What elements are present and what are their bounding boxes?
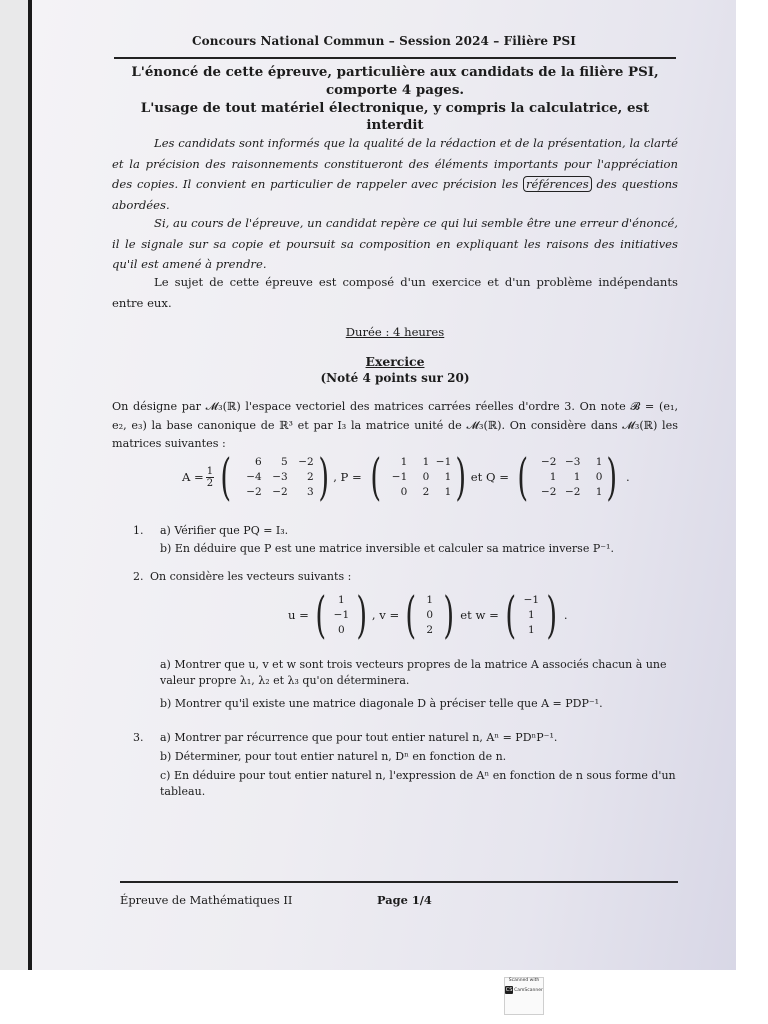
question-2a: a) Montrer que u, v et w sont trois vecteurs propres de la matrice A associés chacun à une valeur propre λ₁, λ₂ et λ₃ qu'on déterminera. — [160, 658, 667, 687]
matrix-q-entry: −2 — [564, 486, 581, 498]
matrix-parenthesis: ( — [405, 586, 417, 644]
camscanner-logo-icon: CS — [505, 987, 513, 993]
matrix-p-entry: 1 — [444, 486, 452, 498]
footer-page-number: Page 1/4 — [377, 893, 432, 907]
matrix-q-entry: 1 — [595, 456, 603, 468]
duration-text: Durée : 4 heures — [345, 325, 445, 339]
matrix-q-entry: −3 — [564, 456, 581, 468]
vector-w-entry: 1 — [527, 624, 535, 636]
vector-v — [401, 586, 458, 644]
camscanner-badge — [504, 977, 544, 1015]
vectors-definition: u = ( 1 −1 0 ) , v = ( 1 0 2 ) et w = ( −1 1 1 ) . — [288, 586, 568, 644]
exercise-title: Exercice — [365, 354, 425, 369]
vector-v-label: , v = — [371, 608, 400, 622]
matrix-parenthesis: ) — [443, 586, 454, 644]
matrix-q — [513, 448, 622, 506]
question-3c: c) En déduire pour tout entier naturel n, l'expression de Aⁿ en fonction de n sous forme d'un tableau. — [160, 769, 676, 798]
matrix-a — [216, 448, 333, 506]
scan-left-margin — [0, 0, 30, 970]
instructions-text-b: des questions abordées. — [112, 177, 679, 212]
question-3b: b) Déterminer, pour tout entier naturel n, Dⁿ en fonction de n. — [160, 750, 507, 763]
matrix-parenthesis: ) — [606, 448, 618, 506]
duration — [112, 325, 678, 339]
matrix-a-entry: 5 — [280, 456, 288, 468]
matrix-p-entry: 1 — [444, 471, 452, 483]
matrix-parenthesis: ) — [546, 586, 558, 644]
page-header: Concours National Commun – Session 2024 – Filière PSI — [191, 34, 576, 48]
matrix-a-entry: 3 — [306, 486, 314, 498]
matrix-p-entry: −1 — [391, 471, 408, 483]
matrix-a-entry: −2 — [246, 486, 262, 498]
matrix-a-entry: −2 — [298, 456, 314, 468]
question-1-number: 1. — [133, 524, 144, 537]
vector-w-entry: 1 — [527, 609, 535, 621]
matrix-parenthesis: ) — [318, 448, 329, 506]
matrix-parenthesis: ) — [356, 586, 368, 644]
matrix-parenthesis: ( — [505, 586, 516, 644]
exercise-statement: On désigne par 𝓜₃(ℝ) l'espace vectoriel des matrices carrées réelles d'ordre 3. On note 𝓑 = (e₁, e₂, e₃) la base canonique de ℝ³ et par I₃ la matrice unité de 𝓜₃(ℝ). On considère dans 𝓜₃(ℝ) les matrices suivantes : — [112, 400, 678, 450]
vector-u-label: u = — [288, 608, 309, 622]
matrix-q-entry: 1 — [573, 471, 581, 483]
matrix-p-entry: −1 — [435, 456, 452, 468]
error-paragraph: Si, au cours de l'épreuve, un candidat repère ce qui lui semble être une erreur d'énoncé, il le signale sur sa copie et poursuit sa composition en expliquant les raisons des initiatives qu'il est amené à prendre. — [112, 216, 678, 272]
intro-line-3: L'usage de tout matériel électronique, y compris la calculatrice, est interdit — [140, 100, 650, 133]
camscanner-brand: CamScanner — [514, 987, 543, 993]
vector-u-entry: 1 — [338, 594, 345, 606]
matrix-a-entry: 6 — [254, 456, 262, 468]
matrix-a-entry: −2 — [272, 486, 288, 498]
matrix-a-label: A = — [182, 470, 204, 484]
matrix-a-entry: −4 — [246, 471, 262, 483]
matrix-a-fraction: $\frac{1}{2}$ — [206, 465, 214, 489]
matrix-p-entry: 0 — [422, 471, 430, 483]
matrix-q-entry: −2 — [540, 456, 557, 468]
vector-v-entry: 1 — [426, 594, 434, 606]
question-2b: b) Montrer qu'il existe une matrice diagonale D à préciser telle que A = PDP⁻¹. — [160, 697, 603, 710]
matrix-p — [366, 448, 471, 506]
scan-right-margin — [736, 0, 768, 970]
matrix-q-entry: 1 — [549, 471, 557, 483]
matrix-a-entry: 2 — [306, 471, 314, 483]
instructions-paragraph — [112, 133, 678, 215]
vector-w-label: et w = — [460, 608, 499, 622]
vector-v-entry: 2 — [426, 624, 434, 636]
exercise-points: (Noté 4 points sur 20) — [320, 371, 470, 385]
matrix-p-entry: 0 — [400, 486, 408, 498]
matrix-q-entry: −2 — [540, 486, 557, 498]
question-3-number: 3. — [133, 731, 144, 744]
matrix-parenthesis: ( — [315, 586, 326, 644]
question-3a: a) Montrer par récurrence que pour tout entier naturel n, Aⁿ = PDⁿP⁻¹. — [160, 731, 558, 744]
footer-rule — [120, 881, 678, 883]
matrix-parenthesis: ( — [220, 448, 232, 506]
vector-v-entry: 0 — [426, 609, 434, 621]
matrix-a-entry: −3 — [272, 471, 288, 483]
instructions-text-a: Les candidats sont informés que la qualité de la rédaction et de la présentation, la clarté et la précision des raisonnements constitueront des éléments importants pour l'appréciation des copies. Il convient en particulier de rappeler avec précision les — [112, 136, 678, 192]
exam-page — [32, 0, 736, 970]
matrix-q-entry: 0 — [595, 471, 603, 483]
matrix-p-label: , P = — [333, 470, 362, 484]
matrices-definition: A = $\frac{1}{2}$ ( 6 5 −2 −4 −3 2 −2 −2 3 ) , P = ( 1 1 −1 −1 0 1 0 2 1 ) et Q = ( −2 −3 1 1 1 0 −2 −2 1 ) . — [182, 448, 630, 506]
camscanner-caption: Scanned with — [508, 978, 540, 983]
matrix-parenthesis: ( — [517, 448, 529, 506]
vector-w — [501, 586, 562, 644]
vector-u — [311, 586, 372, 644]
vector-u-entry: −1 — [333, 609, 350, 621]
matrix-p-entry: 1 — [400, 456, 408, 468]
matrix-parenthesis: ) — [455, 448, 467, 506]
question-1a: a) Vérifier que PQ = I₃. — [160, 524, 289, 537]
intro-line-1: L'énoncé de cette épreuve, particulière aux candidats de la filière PSI, — [131, 64, 659, 80]
vector-u-entry: 0 — [338, 624, 345, 636]
vector-w-entry: −1 — [523, 594, 540, 606]
matrix-p-entry: 1 — [422, 456, 430, 468]
matrix-q-entry: 1 — [595, 486, 603, 498]
matrix-q-label: et Q = — [470, 470, 509, 484]
question-2-number: 2. — [133, 570, 144, 583]
matrix-parenthesis: ( — [370, 448, 381, 506]
question-1b: b) En déduire que P est une matrice inversible et calculer sa matrice inverse P⁻¹. — [160, 542, 614, 555]
footer-subject: Épreuve de Mathématiques II — [120, 893, 293, 907]
references-boxed-word: références — [523, 176, 592, 192]
matrix-p-entry: 2 — [422, 486, 430, 498]
intro-line-2: comporte 4 pages. — [325, 82, 465, 98]
header-rule — [114, 57, 676, 59]
question-2-intro: On considère les vecteurs suivants : — [150, 570, 352, 583]
subject-paragraph: Le sujet de cette épreuve est composé d'un exercice et d'un problème indépendants entre eux. — [112, 275, 678, 310]
